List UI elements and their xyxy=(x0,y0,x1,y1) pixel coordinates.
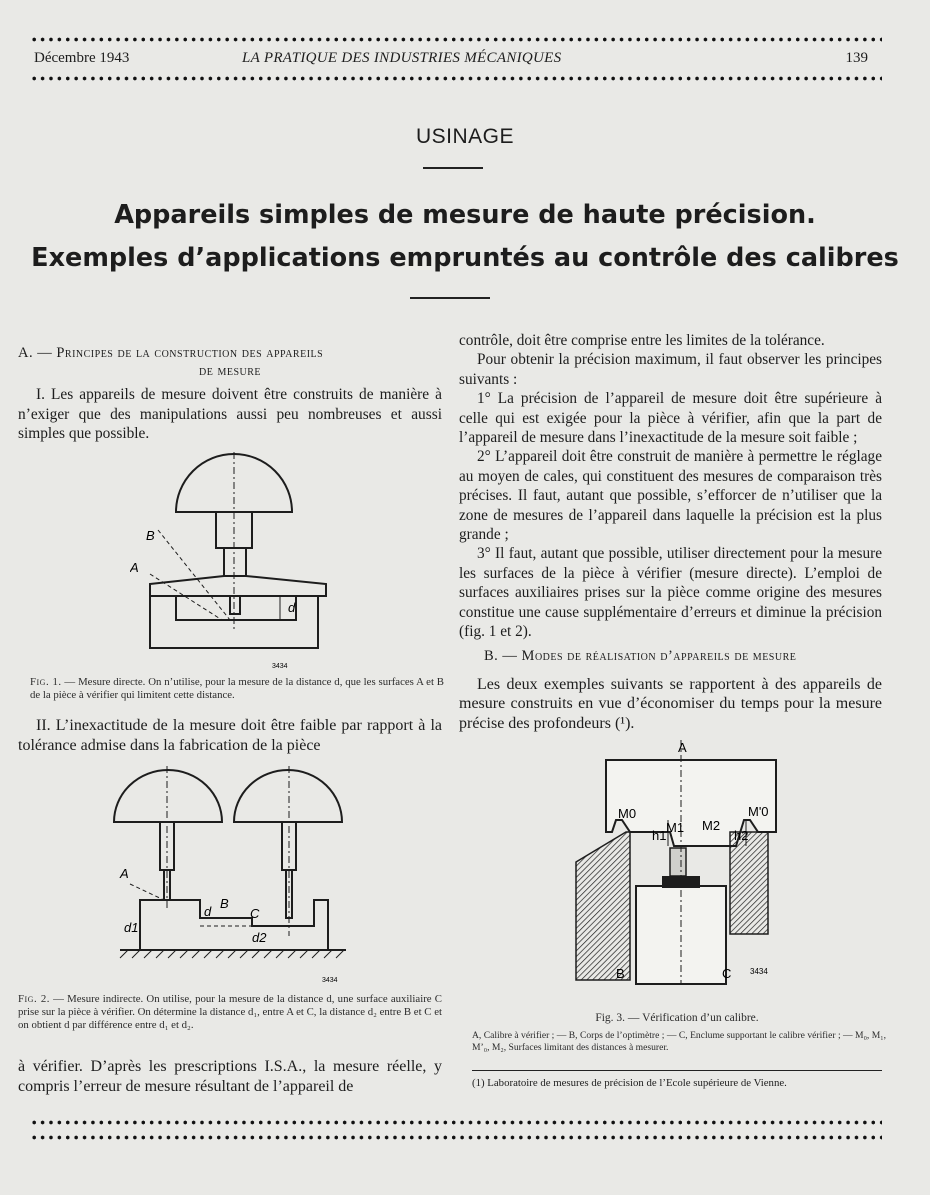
fig2-label-B: B xyxy=(220,896,229,911)
section-rule xyxy=(423,167,483,169)
fig2-label-d: d xyxy=(204,904,212,919)
fig3-label-B: B xyxy=(616,966,625,981)
fig2-label-d2: d2 xyxy=(252,930,267,945)
fig3-label-C: C xyxy=(722,966,732,981)
header-journal-title: LA PRATIQUE DES INDUSTRIES MÉCANIQUES xyxy=(242,50,562,66)
figure-3-legend: A, Calibre à vérifier ; — B, Corps de l’optimètre ; — C, Enclume supportant le calibre vérifier ; — M₀, M₁, M’₀, M₂, Surfaces limitant des distances à mesurer. xyxy=(472,1030,886,1053)
fig2-label-A: A xyxy=(120,866,129,881)
fig3-label-M2: M2 xyxy=(702,818,721,833)
heading-b: B. — Modes de réalisation d’appareils de mesure xyxy=(484,648,797,664)
right-paragraph-6: Les deux exemples suivants se rapportent à des appareils de mesure construits en vue d’économiser du temps pour la mesure précise des profondeurs (¹). xyxy=(459,676,882,732)
right-column-text xyxy=(459,331,882,642)
figure-1-caption: Fig. 1. — Mesure directe. On n’utilise, pour la mesure de la distance d, que les surfaces A et B de la pièce à vérifier qui limitent cette distance. xyxy=(30,676,444,701)
footnote-rule xyxy=(472,1070,882,1071)
right-paragraph-4: 2° L’appareil doit être construit de manière à permettre le réglage au moyen de cales, qui constituent des mesures de comparaison très précises. Il faut, autant que possible, s’efforcer de n’utiliser que la zone de mesures de l’appareil dans laquelle la précision est la plus grande ; xyxy=(459,448,882,544)
fig2-label-d1: d1 xyxy=(124,920,139,935)
footnote: (1) Laboratoire de mesures de précision de l’Ecole supérieure de Vienne. xyxy=(472,1077,787,1089)
fig1-drawing-number: 3434 xyxy=(272,663,288,670)
fig3-label-M0-prime: M'0 xyxy=(748,804,769,819)
top-dotted-rule xyxy=(30,37,882,42)
figure-3-caption: Fig. 3. — Vérification d’un calibre. xyxy=(595,1012,759,1024)
section-heading: USINAGE xyxy=(415,125,515,148)
left-paragraph-1: I. Les appareils de mesure doivent être construits de manière à n’exiger que des manipulations aussi peu nombreuses et aussi simples que possible. xyxy=(18,386,442,443)
right-paragraph-5: 3° Il faut, autant que possible, utiliser directement pour la mesure les surfaces de la pièce à vérifier (mesure directe). L’emploi de surfaces auxiliaires prises sur la pièce comme origine des mesures constitue une cause supplémentaire d’erreurs et diminue la précision (fig. 1 et 2). xyxy=(459,545,882,641)
figure-3 xyxy=(570,736,820,986)
bottom-dotted-rule-2 xyxy=(30,1135,882,1140)
fig3-label-M1: M1 xyxy=(666,820,685,835)
article-title-line-1: Appareils simples de mesure de haute précision. xyxy=(114,200,816,230)
fig3-label-h1: h1 xyxy=(652,828,667,843)
fig3-label-M0: M0 xyxy=(618,806,637,821)
header-dotted-rule xyxy=(30,76,882,81)
heading-a-line-1: A. — Principes de la construction des appareils xyxy=(18,345,324,361)
fig3-drawing-number: 3434 xyxy=(750,967,768,976)
right-paragraph-2: Pour obtenir la précision maximum, il faut observer les principes suivants : xyxy=(459,351,882,388)
figure-1 xyxy=(130,450,340,670)
heading-a-line-2: de mesure xyxy=(198,363,262,379)
fig1-label-A: A xyxy=(130,560,139,575)
title-rule xyxy=(410,297,490,299)
bottom-dotted-rule xyxy=(30,1120,882,1125)
fig1-label-B: B xyxy=(146,528,155,543)
right-paragraph-1: contrôle, doit être comprise entre les limites de la tolérance. xyxy=(459,332,825,349)
figure-2 xyxy=(100,760,350,990)
fig3-label-A: A xyxy=(678,740,687,755)
right-paragraph-3: 1° La précision de l’appareil de mesure doit être supérieure à celle qui est exigée pour la pièce à vérifier, afin que la part de l’appareil de mesure dans l’inexactitude de la mesure soit faible ; xyxy=(459,390,882,447)
left-paragraph-3: à vérifier. D’après les prescriptions I.S.A., la mesure réelle, y compris l’erreur de mesure résultant de l’appareil de xyxy=(18,1058,442,1095)
running-header xyxy=(34,50,868,70)
article-title-line-2: Exemples d’applications empruntés au contrôle des calibres xyxy=(31,243,899,273)
left-paragraph-2: II. L’inexactitude de la mesure doit être faible par rapport à la tolérance admise dans la fabrication de la pièce xyxy=(18,717,442,754)
fig2-label-C: C xyxy=(250,906,260,921)
page-number: 139 xyxy=(845,50,868,66)
fig3-label-h2: h2 xyxy=(734,828,749,843)
fig1-label-d: d xyxy=(288,600,296,615)
fig2-drawing-number: 3434 xyxy=(322,977,338,984)
heading-a xyxy=(18,344,442,380)
figure-2-caption: Fig. 2. — Mesure indirecte. On utilise, pour la mesure de la distance d, une surface auxiliaire C prise sur la pièce à vérifier. On détermine la distance d₁, entre A et C, la distance d₂ entre B et C et on obtient d par différence entre d₁ et d₂. xyxy=(18,993,442,1031)
header-date: Décembre 1943 xyxy=(34,50,130,66)
